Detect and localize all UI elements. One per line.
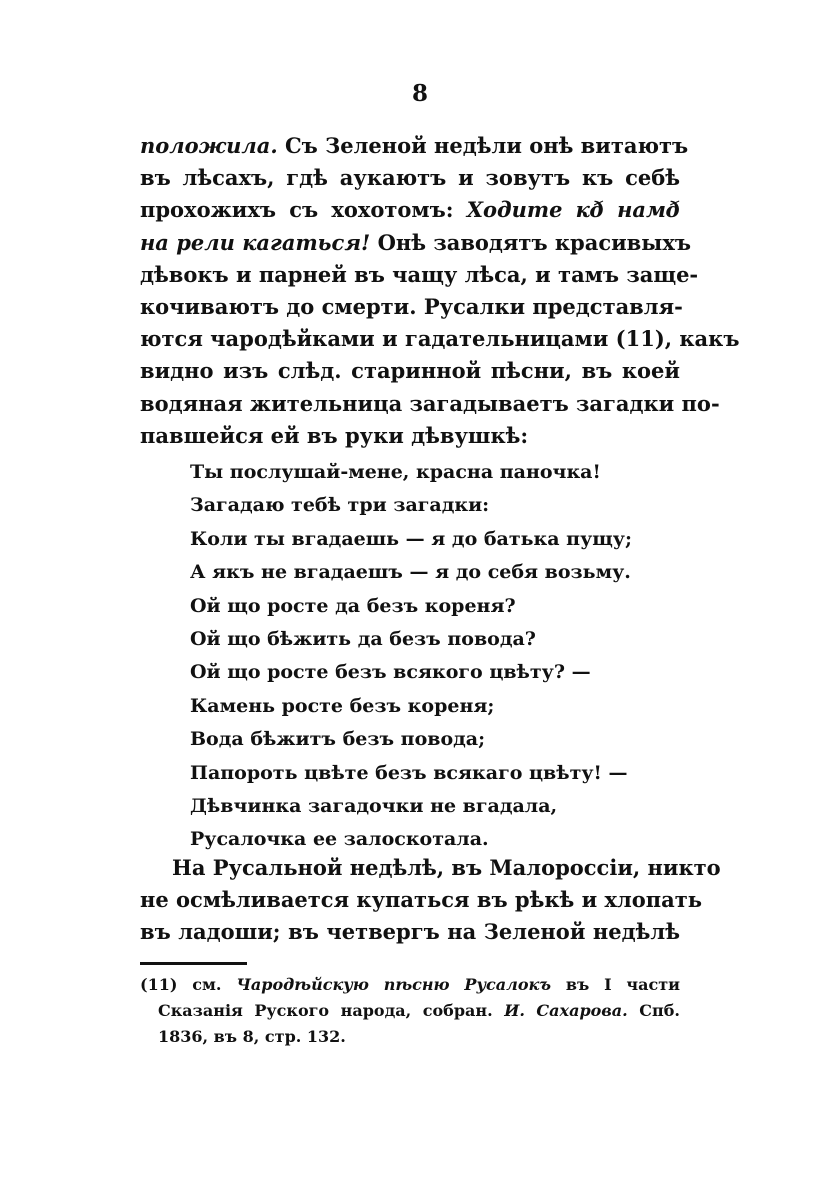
song-verses bbox=[190, 456, 632, 857]
paragraph-line: прохожихъ съ хохотомъ: Ходите кð намð bbox=[140, 197, 680, 223]
verse-line: Коли ты вгадаешь — я до батька пущу; bbox=[190, 527, 632, 550]
footnote-line: 1836, въ 8, стр. 132. bbox=[158, 1027, 346, 1046]
verse-line: Ой що росте да безъ кореня? bbox=[190, 594, 516, 617]
paragraph-line: на рели кагаться! Онѣ заводятъ красивыхъ bbox=[140, 229, 691, 255]
paragraph-line: въ ладоши; въ четвергъ на Зеленой недѣлѣ bbox=[140, 919, 680, 945]
italic-phrase: Чародѣйскую пѣсню Русалокъ bbox=[236, 975, 551, 994]
verse-line: Вода бѣжитъ безъ повода; bbox=[190, 728, 486, 751]
paragraph-line: не осмѣливается купаться въ рѣкѣ и хлопать bbox=[140, 887, 703, 913]
verse-line: Ой що росте безъ всякого цвѣту? — bbox=[190, 661, 591, 684]
verse-line: А якъ не вгадаешъ — я до себя возьму. bbox=[190, 561, 631, 584]
verse-line: Ой що бѣжить да безъ повода? bbox=[190, 628, 536, 651]
footnote-line: Сказанія Руского народа, собран. И. Сахарова. Спб. bbox=[158, 1001, 680, 1020]
verse-line: Русалочка ее залоскотала. bbox=[190, 828, 489, 851]
page-number: 8 bbox=[411, 80, 428, 107]
paragraph-line: кочиваютъ до смерти. Русалки представля- bbox=[140, 294, 683, 320]
verse-line: Папороть цвѣте безъ всякаго цвѣту! — bbox=[190, 761, 628, 784]
footnote bbox=[140, 972, 680, 1050]
footnote-marker: (11) bbox=[140, 975, 178, 994]
paragraph-1 bbox=[140, 130, 740, 452]
paragraph-line: На Русальной недѣлѣ, въ Малороссіи, никто bbox=[172, 855, 721, 880]
paragraph-line: въ лѣсахъ, гдѣ аукаютъ и зовутъ къ себѣ bbox=[140, 165, 680, 191]
verse-line: Дѣвчинка загадочки не вгадала, bbox=[190, 795, 558, 818]
italic-phrase: И. Сахарова. bbox=[504, 1001, 628, 1020]
italic-phrase: на рели кагаться! bbox=[140, 229, 371, 255]
paragraph-2 bbox=[140, 852, 721, 949]
paragraph-line: ются чародѣйками и гадательницами (11), какъ bbox=[140, 326, 740, 352]
paragraph-line: павшейся ей въ руки дѣвушкѣ: bbox=[140, 422, 529, 448]
footnote-divider bbox=[140, 962, 247, 965]
italic-phrase: Ходите кð намð bbox=[466, 197, 680, 223]
italic-phrase: положила. bbox=[140, 133, 278, 158]
paragraph-line: видно изъ слѣд. старинной пѣсни, въ коей bbox=[140, 358, 680, 384]
verse-line: Ты послушай-мене, красна паночка! bbox=[190, 461, 601, 483]
paragraph-line: дѣвокъ и парней въ чащу лѣса, и тамъ защe- bbox=[140, 261, 699, 287]
verse-line: Загадаю тебѣ три загадки: bbox=[190, 494, 490, 517]
footnote-line: (11) см. Чародѣйскую пѣсню Русалокъ въ I части bbox=[140, 975, 681, 994]
paragraph-line: водяная жительница загадываетъ загадки по- bbox=[140, 390, 720, 416]
paragraph-line: положила. Съ Зеленой недѣли онѣ витаютъ bbox=[140, 133, 689, 158]
verse-line: Камень росте безъ кореня; bbox=[190, 694, 495, 717]
